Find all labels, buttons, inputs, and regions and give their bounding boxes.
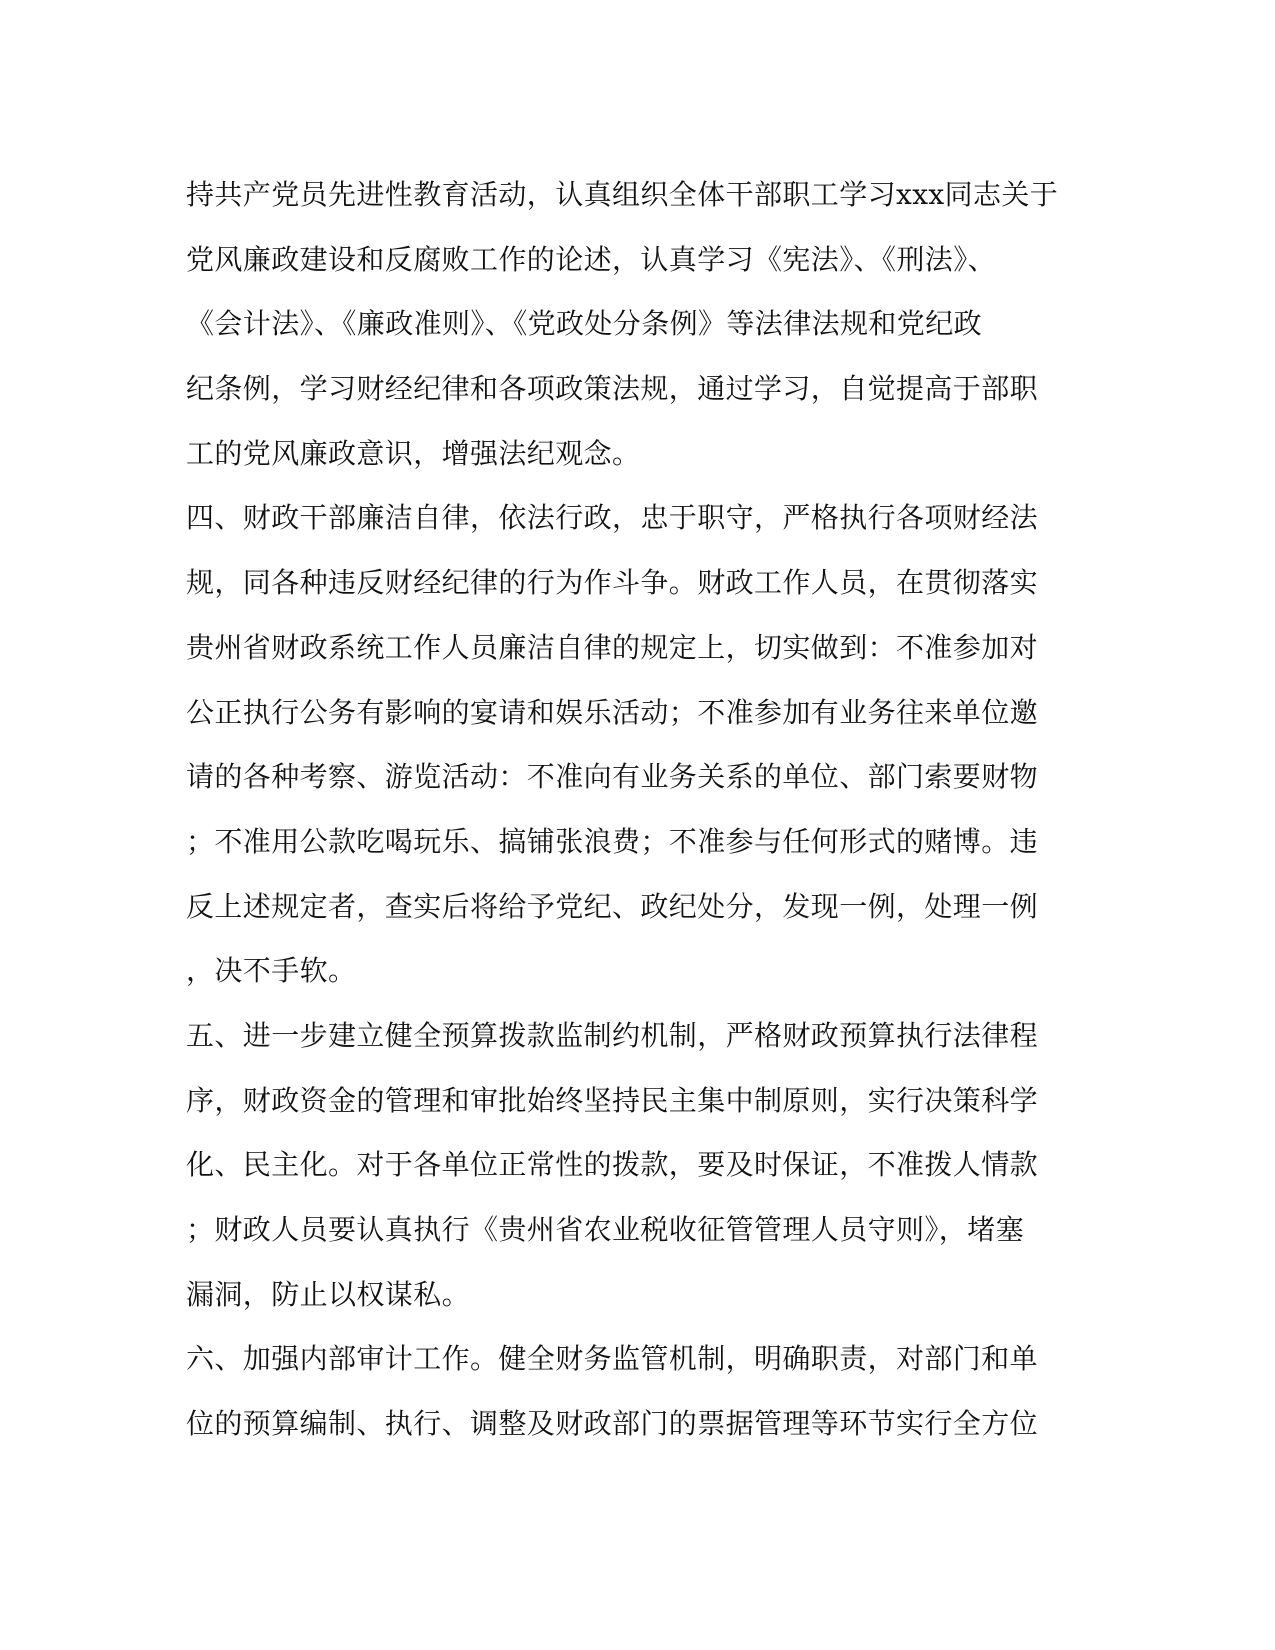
text-line: ；财政人员要认真执行《贵州省农业税收征管管理人员守则》，堵塞 xyxy=(186,1213,1025,1246)
text-line: 贵州省财政系统工作人员廉洁自律的规定上，切实做到：不准参加对 xyxy=(186,630,1039,664)
text-line: 反上述规定者，查实后将给予党纪、政纪处分，发现一例，处理一例 xyxy=(186,889,1039,923)
text-line: 漏洞，防止以权谋私。 xyxy=(186,1277,471,1311)
text-line: 工的党风廉政意识，增强法纪观念。 xyxy=(186,436,641,470)
text-line: ；不准用公款吃喝玩乐、搞铺张浪费；不准参与任何形式的赌博。违 xyxy=(186,824,1039,858)
body-text xyxy=(186,163,1086,1457)
text-line: ，决不手软。 xyxy=(186,954,357,988)
text-line: 党风廉政建设和反腐败工作的论述，认真学习《宪法》、《刑法》、 xyxy=(186,242,997,276)
text-line: 请的各种考察、游览活动：不准向有业务关系的单位、部门索要财物 xyxy=(186,760,1039,794)
section-four-line: 四、财政干部廉洁自律，依法行政，忠于职守，严格执行各项财经法 xyxy=(186,501,1039,535)
section-five-line: 五、进一步建立健全预算拨款监制约机制，严格财政预算执行法律程 xyxy=(186,1018,1039,1052)
section-six-line: 六、加强内部审计工作。健全财务监管机制，明确职责，对部门和单 xyxy=(186,1342,1039,1376)
text-line: 位的预算编制、执行、调整及财政部门的票据管理等环节实行全方位 xyxy=(186,1407,1039,1441)
text-line: 公正执行公务有影响的宴请和娱乐活动；不准参加有业务往来单位邀 xyxy=(186,695,1039,729)
text-line: 持共产党员先进性教育活动，认真组织全体干部职工学习xxx同志关于 xyxy=(186,178,1059,211)
text-line: 序，财政资金的管理和审批始终坚持民主集中制原则，实行决策科学 xyxy=(186,1083,1039,1117)
text-line: 化、民主化。对于各单位正常性的拨款，要及时保证，不准拨人情款 xyxy=(186,1148,1039,1182)
text-line: 规，同各种违反财经纪律的行为作斗争。财政工作人员，在贯彻落实 xyxy=(186,566,1039,600)
text-line: 《会计法》、《廉政准则》、《党政处分条例》等法律法规和党纪政 xyxy=(186,307,983,341)
text-line: 纪条例，学习财经纪律和各项政策法规，通过学习，自觉提高于部职 xyxy=(186,372,1039,406)
